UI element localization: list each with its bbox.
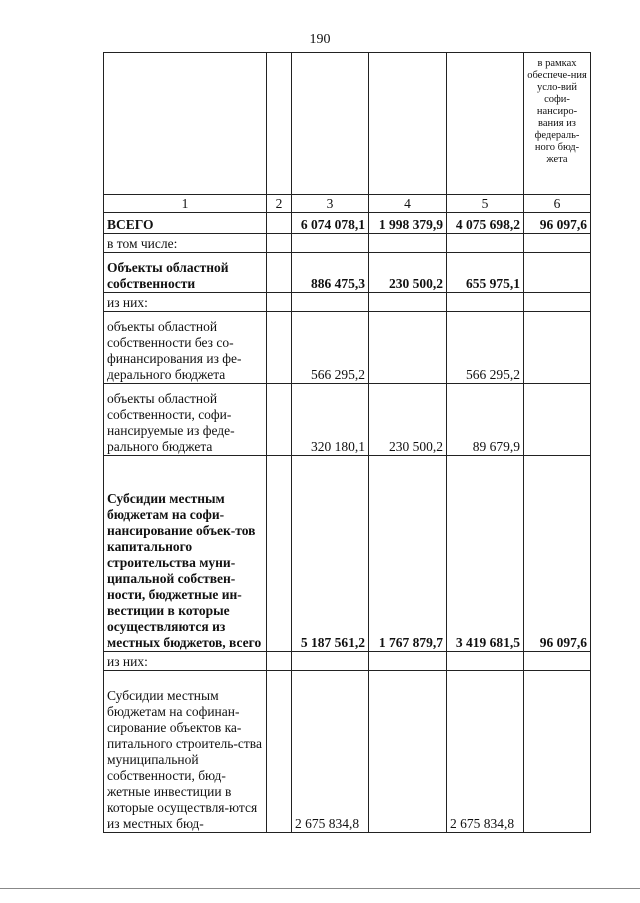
row-label: из них: (104, 293, 267, 312)
empty-cell (369, 293, 447, 312)
page-number: 190 (309, 32, 331, 47)
cell-col6: 96 097,6 (524, 456, 591, 652)
row-label: ВСЕГО (104, 213, 267, 234)
empty-cell (447, 652, 524, 671)
cell-col3: 6 074 078,1 (292, 213, 369, 234)
cell-col3: 2 675 834,8 (292, 671, 369, 833)
cell-col2 (267, 213, 292, 234)
header-cell-4 (369, 53, 447, 195)
cell-col2 (267, 671, 292, 833)
cell-col4: 1 767 879,7 (369, 456, 447, 652)
cell-col5: 89 679,9 (447, 384, 524, 456)
cell-col4: 230 500,2 (369, 253, 447, 293)
cell-col4: 1 998 379,9 (369, 213, 447, 234)
cell-col5: 566 295,2 (447, 312, 524, 384)
table-row (104, 234, 591, 253)
header-note-federal-cofinancing: в рамках обеспече-ния усло-вий софи-нансиро-вания из федераль-ного бюд-жета (524, 53, 591, 195)
cell-col2 (267, 253, 292, 293)
row-label: в том числе: (104, 234, 267, 253)
cell-col5: 3 419 681,5 (447, 456, 524, 652)
column-number-row (104, 195, 591, 213)
row-label: Субсидии местным бюджетам на софи-нансирование объек-тов капитального строительства муни-ципальной собствен-ности, бюджетные ин-вестиции в которые осуществляются из местных бюджетов, всего (104, 456, 267, 652)
table-row (104, 312, 591, 384)
header-cell-5 (447, 53, 524, 195)
empty-cell (267, 234, 292, 253)
cell-col2 (267, 312, 292, 384)
cell-col3: 886 475,3 (292, 253, 369, 293)
budget-table (103, 52, 591, 833)
header-cell-1 (104, 53, 267, 195)
cell-col3: 566 295,2 (292, 312, 369, 384)
row-label: Субсидии местным бюджетам на софинан-сирование объектов ка-питального строитель-ства муниципальной собственности, бюд-жетные инвестиции в которые осуществля-ются из местных бюд- (104, 671, 267, 833)
cell-col4 (369, 312, 447, 384)
empty-cell (267, 293, 292, 312)
table-row (104, 253, 591, 293)
table-row (104, 456, 591, 652)
cell-col4: 230 500,2 (369, 384, 447, 456)
empty-cell (292, 293, 369, 312)
cell-col6 (524, 384, 591, 456)
row-label: объекты областной собственности, софи-нансируемые из феде-рального бюджета (104, 384, 267, 456)
cell-col6 (524, 312, 591, 384)
table-header-row (104, 53, 591, 195)
empty-cell (447, 234, 524, 253)
column-number: 6 (524, 195, 591, 213)
page-bottom-rule (0, 888, 640, 889)
empty-cell (292, 652, 369, 671)
row-label: Объекты областной собственности (104, 253, 267, 293)
empty-cell (369, 234, 447, 253)
table-row (104, 671, 591, 833)
empty-cell (447, 293, 524, 312)
cell-col3: 320 180,1 (292, 384, 369, 456)
cell-col2 (267, 384, 292, 456)
column-number: 2 (267, 195, 292, 213)
column-number: 3 (292, 195, 369, 213)
table-row (104, 293, 591, 312)
column-number: 1 (104, 195, 267, 213)
column-number: 5 (447, 195, 524, 213)
cell-col5: 2 675 834,8 (447, 671, 524, 833)
cell-col5: 655 975,1 (447, 253, 524, 293)
cell-col2 (267, 456, 292, 652)
empty-cell (524, 293, 591, 312)
table-row (104, 652, 591, 671)
empty-cell (524, 234, 591, 253)
row-label: объекты областной собственности без со-финансирования из фе-дерального бюджета (104, 312, 267, 384)
cell-col4 (369, 671, 447, 833)
cell-col5: 4 075 698,2 (447, 213, 524, 234)
header-cell-3 (292, 53, 369, 195)
column-number: 4 (369, 195, 447, 213)
empty-cell (292, 234, 369, 253)
empty-cell (369, 652, 447, 671)
empty-cell (524, 652, 591, 671)
empty-cell (267, 652, 292, 671)
cell-col6: 96 097,6 (524, 213, 591, 234)
table-row (104, 213, 591, 234)
table-row (104, 384, 591, 456)
cell-col6 (524, 253, 591, 293)
cell-col3: 5 187 561,2 (292, 456, 369, 652)
header-cell-2 (267, 53, 292, 195)
row-label: из них: (104, 652, 267, 671)
cell-col6 (524, 671, 591, 833)
